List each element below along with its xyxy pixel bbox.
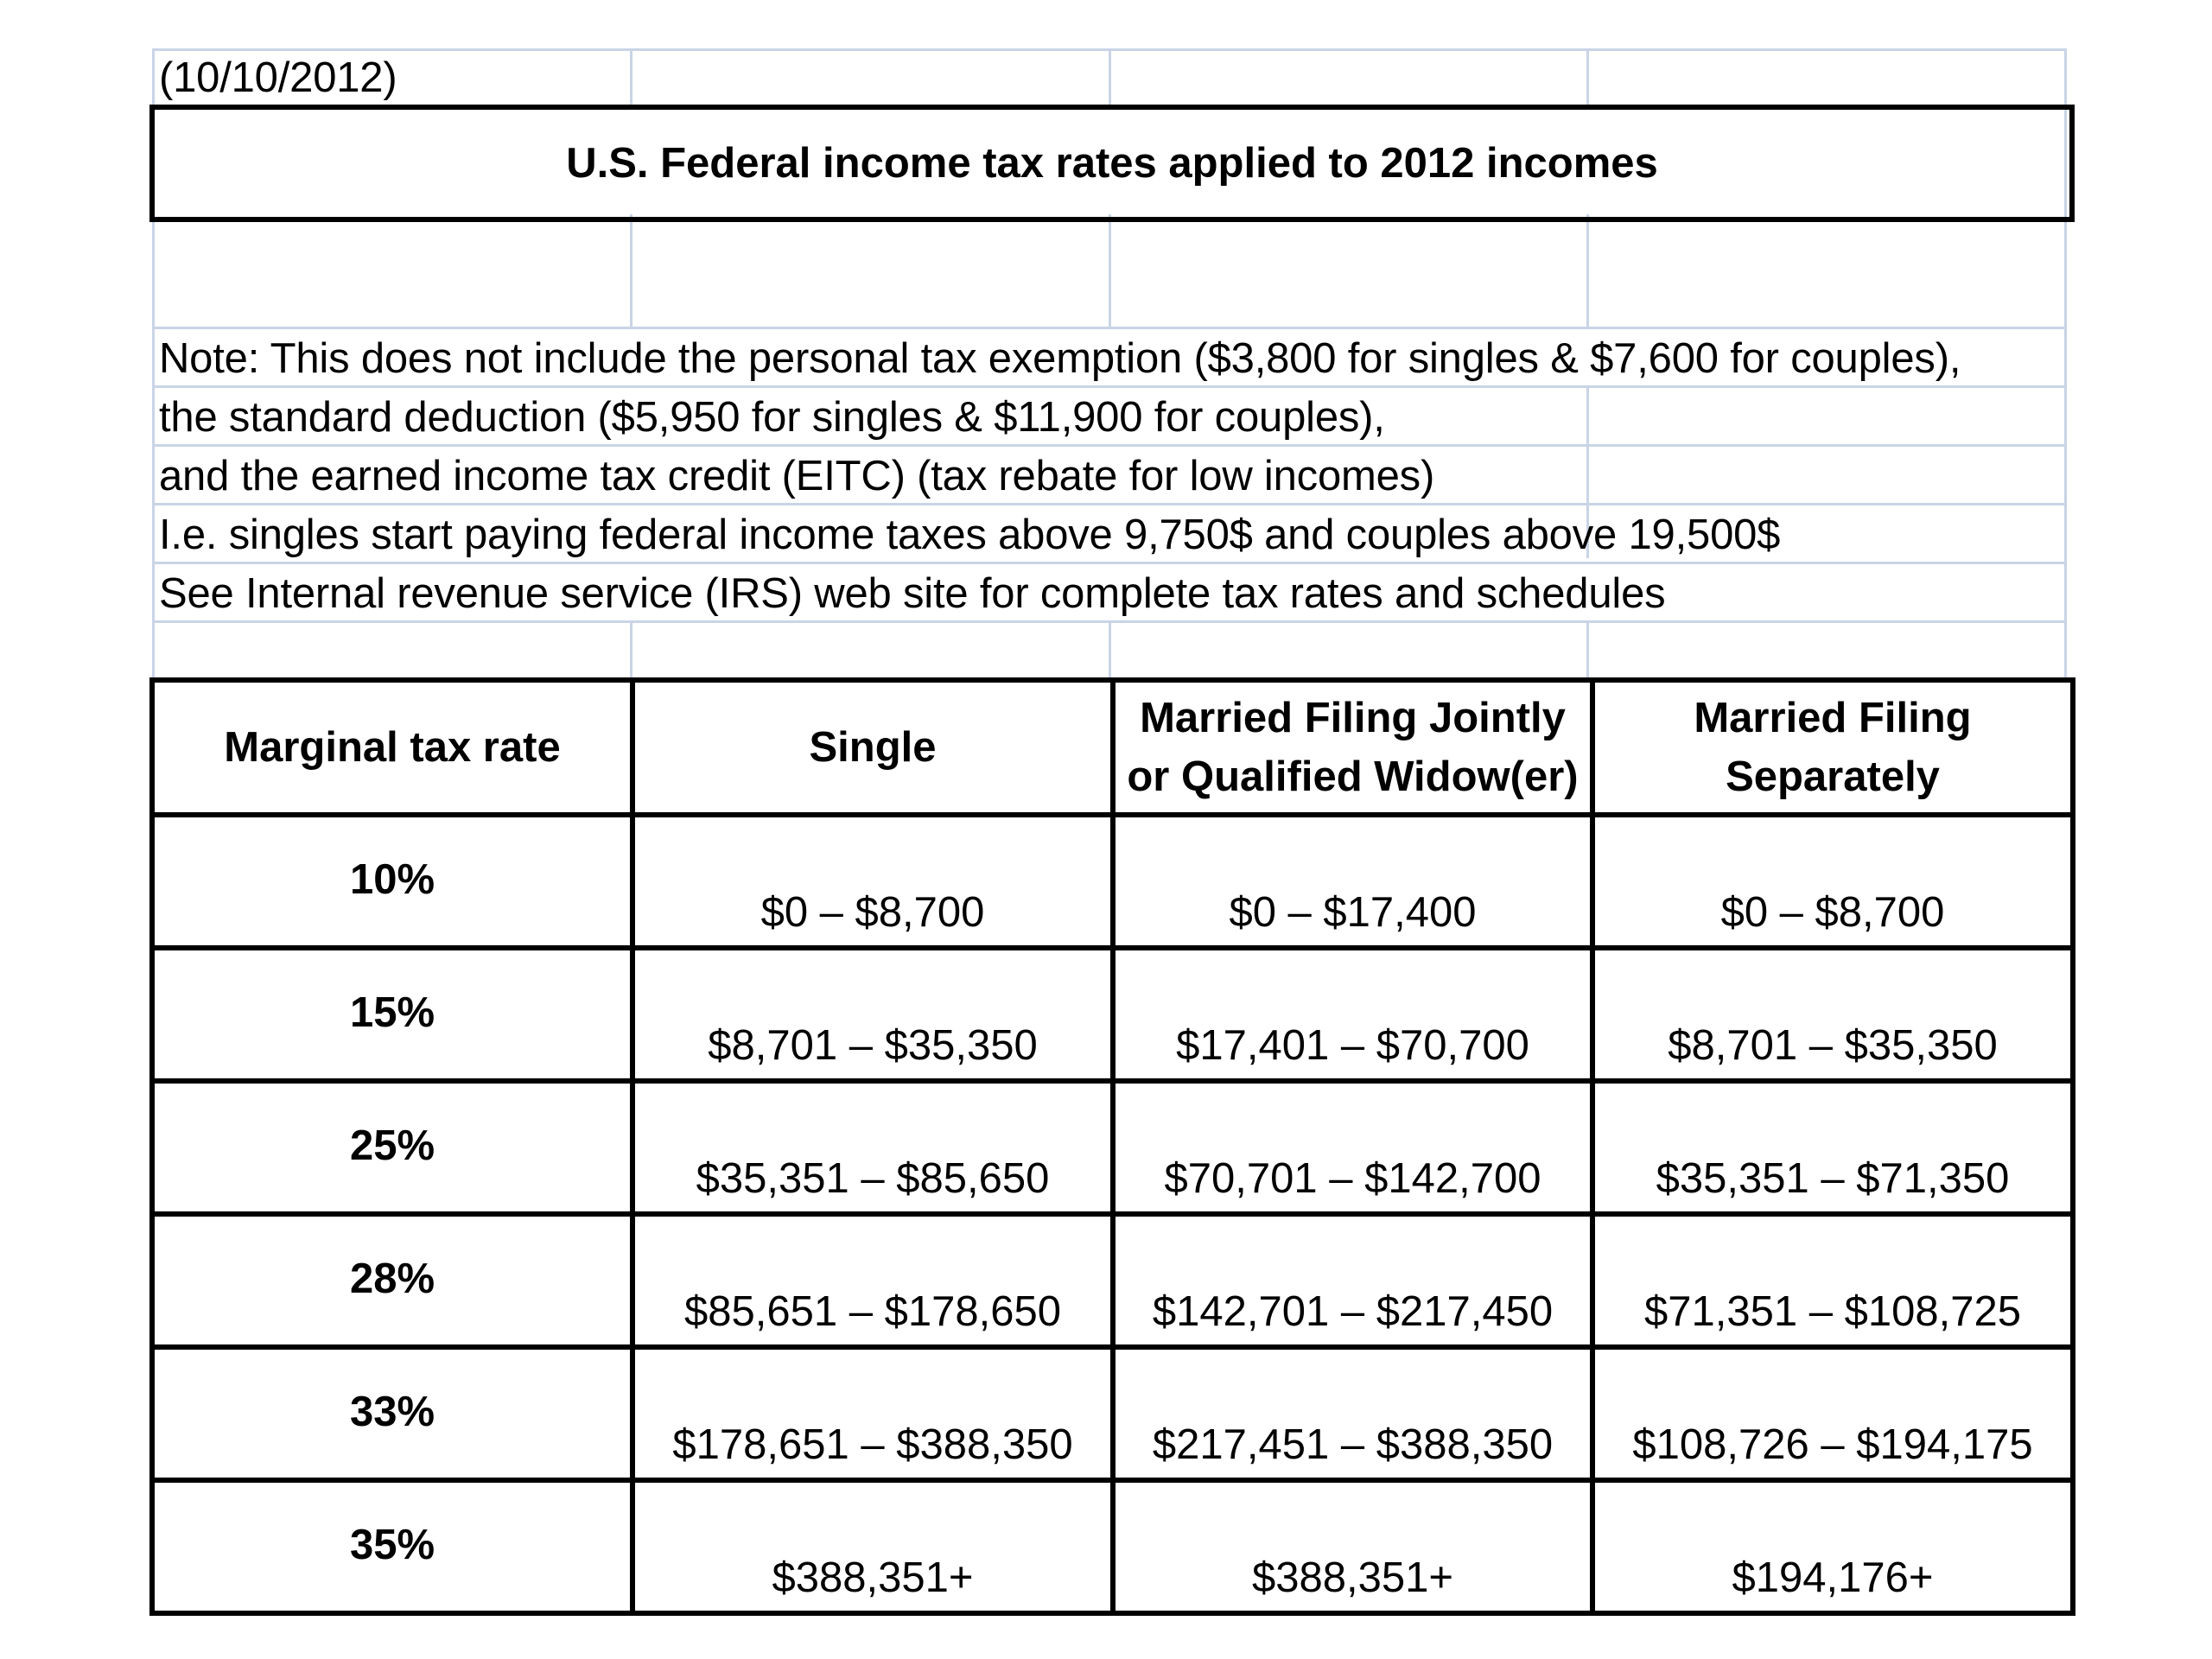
separate-range-cell: $0 – $8,700 — [1592, 815, 2073, 948]
joint-range-cell: $17,401 – $70,700 — [1113, 948, 1592, 1081]
single-range-cell: $178,651 – $388,350 — [632, 1347, 1113, 1480]
table-title-text: U.S. Federal income tax rates applied to 2012 incomes — [566, 140, 1658, 187]
table-row — [152, 1214, 2073, 1347]
joint-range-cell: $142,701 – $217,450 — [1113, 1214, 1592, 1347]
single-range-cell: $85,651 – $178,650 — [632, 1214, 1113, 1347]
table-row — [152, 948, 2073, 1081]
separate-range-cell: $71,351 – $108,725 — [1592, 1214, 2073, 1347]
joint-range-cell: $0 – $17,400 — [1113, 815, 1592, 948]
header-married-separately: Married Filing Separately — [1592, 680, 2073, 815]
table-row — [152, 1081, 2073, 1214]
rate-cell: 35% — [152, 1480, 632, 1613]
joint-range-cell: $388,351+ — [1113, 1480, 1592, 1613]
note-line-4: I.e. singles start paying federal income taxes above 9,750$ and couples above 19,500$ — [159, 512, 1781, 558]
tax-rate-table — [149, 677, 2075, 1616]
separate-range-cell: $8,701 – $35,350 — [1592, 948, 2073, 1081]
single-range-cell: $8,701 – $35,350 — [632, 948, 1113, 1081]
table-title — [149, 105, 2075, 222]
note-line-3: and the earned income tax credit (EITC) (tax rebate for low incomes) — [159, 453, 1435, 499]
rate-cell: 25% — [152, 1081, 632, 1214]
joint-range-cell: $217,451 – $388,350 — [1113, 1347, 1592, 1480]
header-married-jointly: Married Filing Jointly or Qualified Widow(er) — [1113, 680, 1592, 815]
date-label: (10/10/2012) — [159, 54, 397, 101]
rate-cell: 15% — [152, 948, 632, 1081]
separate-range-cell: $108,726 – $194,175 — [1592, 1347, 2073, 1480]
separate-range-cell: $35,351 – $71,350 — [1592, 1081, 2073, 1214]
joint-range-cell: $70,701 – $142,700 — [1113, 1081, 1592, 1214]
note-line-5: See Internal revenue service (IRS) web site for complete tax rates and schedules — [159, 570, 1666, 617]
rate-cell: 10% — [152, 815, 632, 948]
single-range-cell: $0 – $8,700 — [632, 815, 1113, 948]
note-line-1: Note: This does not include the personal tax exemption ($3,800 for singles & $7,600 for couples), — [159, 335, 1961, 382]
table-row — [152, 815, 2073, 948]
table-row — [152, 1347, 2073, 1480]
header-single: Single — [632, 680, 1113, 815]
separate-range-cell: $194,176+ — [1592, 1480, 2073, 1613]
single-range-cell: $388,351+ — [632, 1480, 1113, 1613]
single-range-cell: $35,351 – $85,650 — [632, 1081, 1113, 1214]
rate-cell: 33% — [152, 1347, 632, 1480]
rate-cell: 28% — [152, 1214, 632, 1347]
header-marginal-rate: Marginal tax rate — [152, 680, 632, 815]
note-line-2: the standard deduction ($5,950 for singles & $11,900 for couples), — [159, 394, 1385, 441]
table-row — [152, 1480, 2073, 1613]
table-header-row — [152, 680, 2073, 815]
